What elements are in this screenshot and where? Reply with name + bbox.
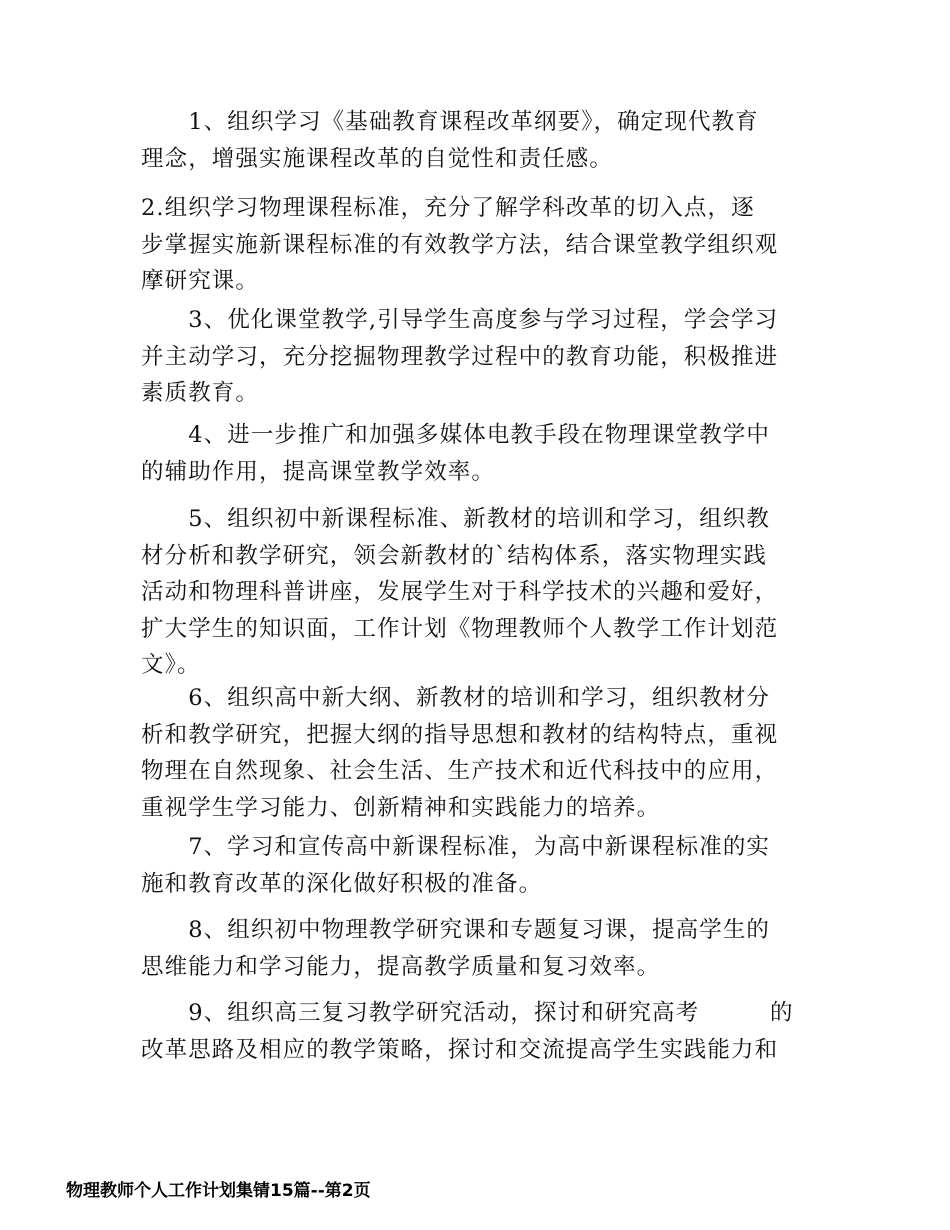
paragraph-line: 4、进一步推广和加强多媒体电教手段在物理课堂教学中 [141,422,771,448]
paragraph-line: 摩研究课。 [141,268,260,294]
paragraph-line: 改革思路及相应的教学策略，探讨和交流提高学生实践能力和 [141,1036,779,1063]
page-footer: 物理教师个人工作计划集锖15篇--第2页 [66,1181,371,1201]
paragraph-line: 重视学生学习能力、创新精神和实践能力的培养。 [141,794,661,821]
paragraph-4 [141,417,809,490]
paragraph-line: 析和教学研究，把握大纲的指导思想和教材的结构特点，重视 [141,721,779,748]
paragraph-line: 活动和物理科普讲座，发展学生对于科学技术的兴趣和爱好， [141,579,779,605]
paragraph-line: 素质教育。 [141,380,260,406]
paragraph-line: 步掌握实施新课程标准的有效教学方法，结合课堂教学组织观 [141,231,779,258]
paragraph-8 [141,912,809,985]
paragraph-9 [141,995,809,1068]
paragraph-line: 理念，增强实施课程改革的自觉性和责任感。 [141,145,614,172]
paragraph-line: 的辅助作用，提高课堂教学效率。 [141,458,496,485]
paragraph-line: 1、组织学习《基础教育课程改革纲要》，确定现代教育 [141,109,759,135]
paragraph-line: 5、组织初中新课程标准、新教材的培训和学习，组织教 [141,506,771,532]
paragraph-line: 9、组织高三复习教学研究活动，探讨和研究高考 的 [141,1000,794,1026]
paragraph-line: 材分析和教学研究，领会新教材的`结构体系，落实物理实践 [141,542,767,569]
paragraph-line: 扩大学生的知识面，工作计划《物理教师个人教学工作计划范 [141,615,779,642]
paragraph-6 [141,680,809,826]
paragraph-7 [141,829,809,902]
paragraph-line: 8、组织初中物理教学研究课和专题复习课，提高学生的 [141,917,771,943]
paragraph-3 [141,302,809,412]
paragraph-line: 6、组织高中新大纲、新教材的培训和学习，组织教材分 [141,685,771,711]
paragraph-line: 7、学习和宣传高中新课程标准，为高中新课程标准的实 [141,834,771,860]
paragraph-line: 物理在自然现象、社会生活、生产技术和近代科技中的应用， [141,758,779,784]
paragraph-2 [141,190,809,300]
paragraph-line: 2.组织学习物理课程标准，充分了解学科改革的切入点，逐 [141,195,755,221]
paragraph-line: 文》。 [141,652,201,678]
paragraph-line: 思维能力和学习能力，提高教学质量和复习效率。 [141,953,661,980]
paragraph-5 [141,501,809,684]
paragraph-line: 施和教育改革的深化做好积极的准备。 [141,870,543,897]
paragraph-line: 3、优化课堂教学,引导学生高度参与学习过程，学会学习 [141,307,779,333]
paragraph-line: 并主动学习，充分挖掘物理教学过程中的教育功能，积极推进 [141,343,779,370]
paragraph-1 [141,104,809,177]
